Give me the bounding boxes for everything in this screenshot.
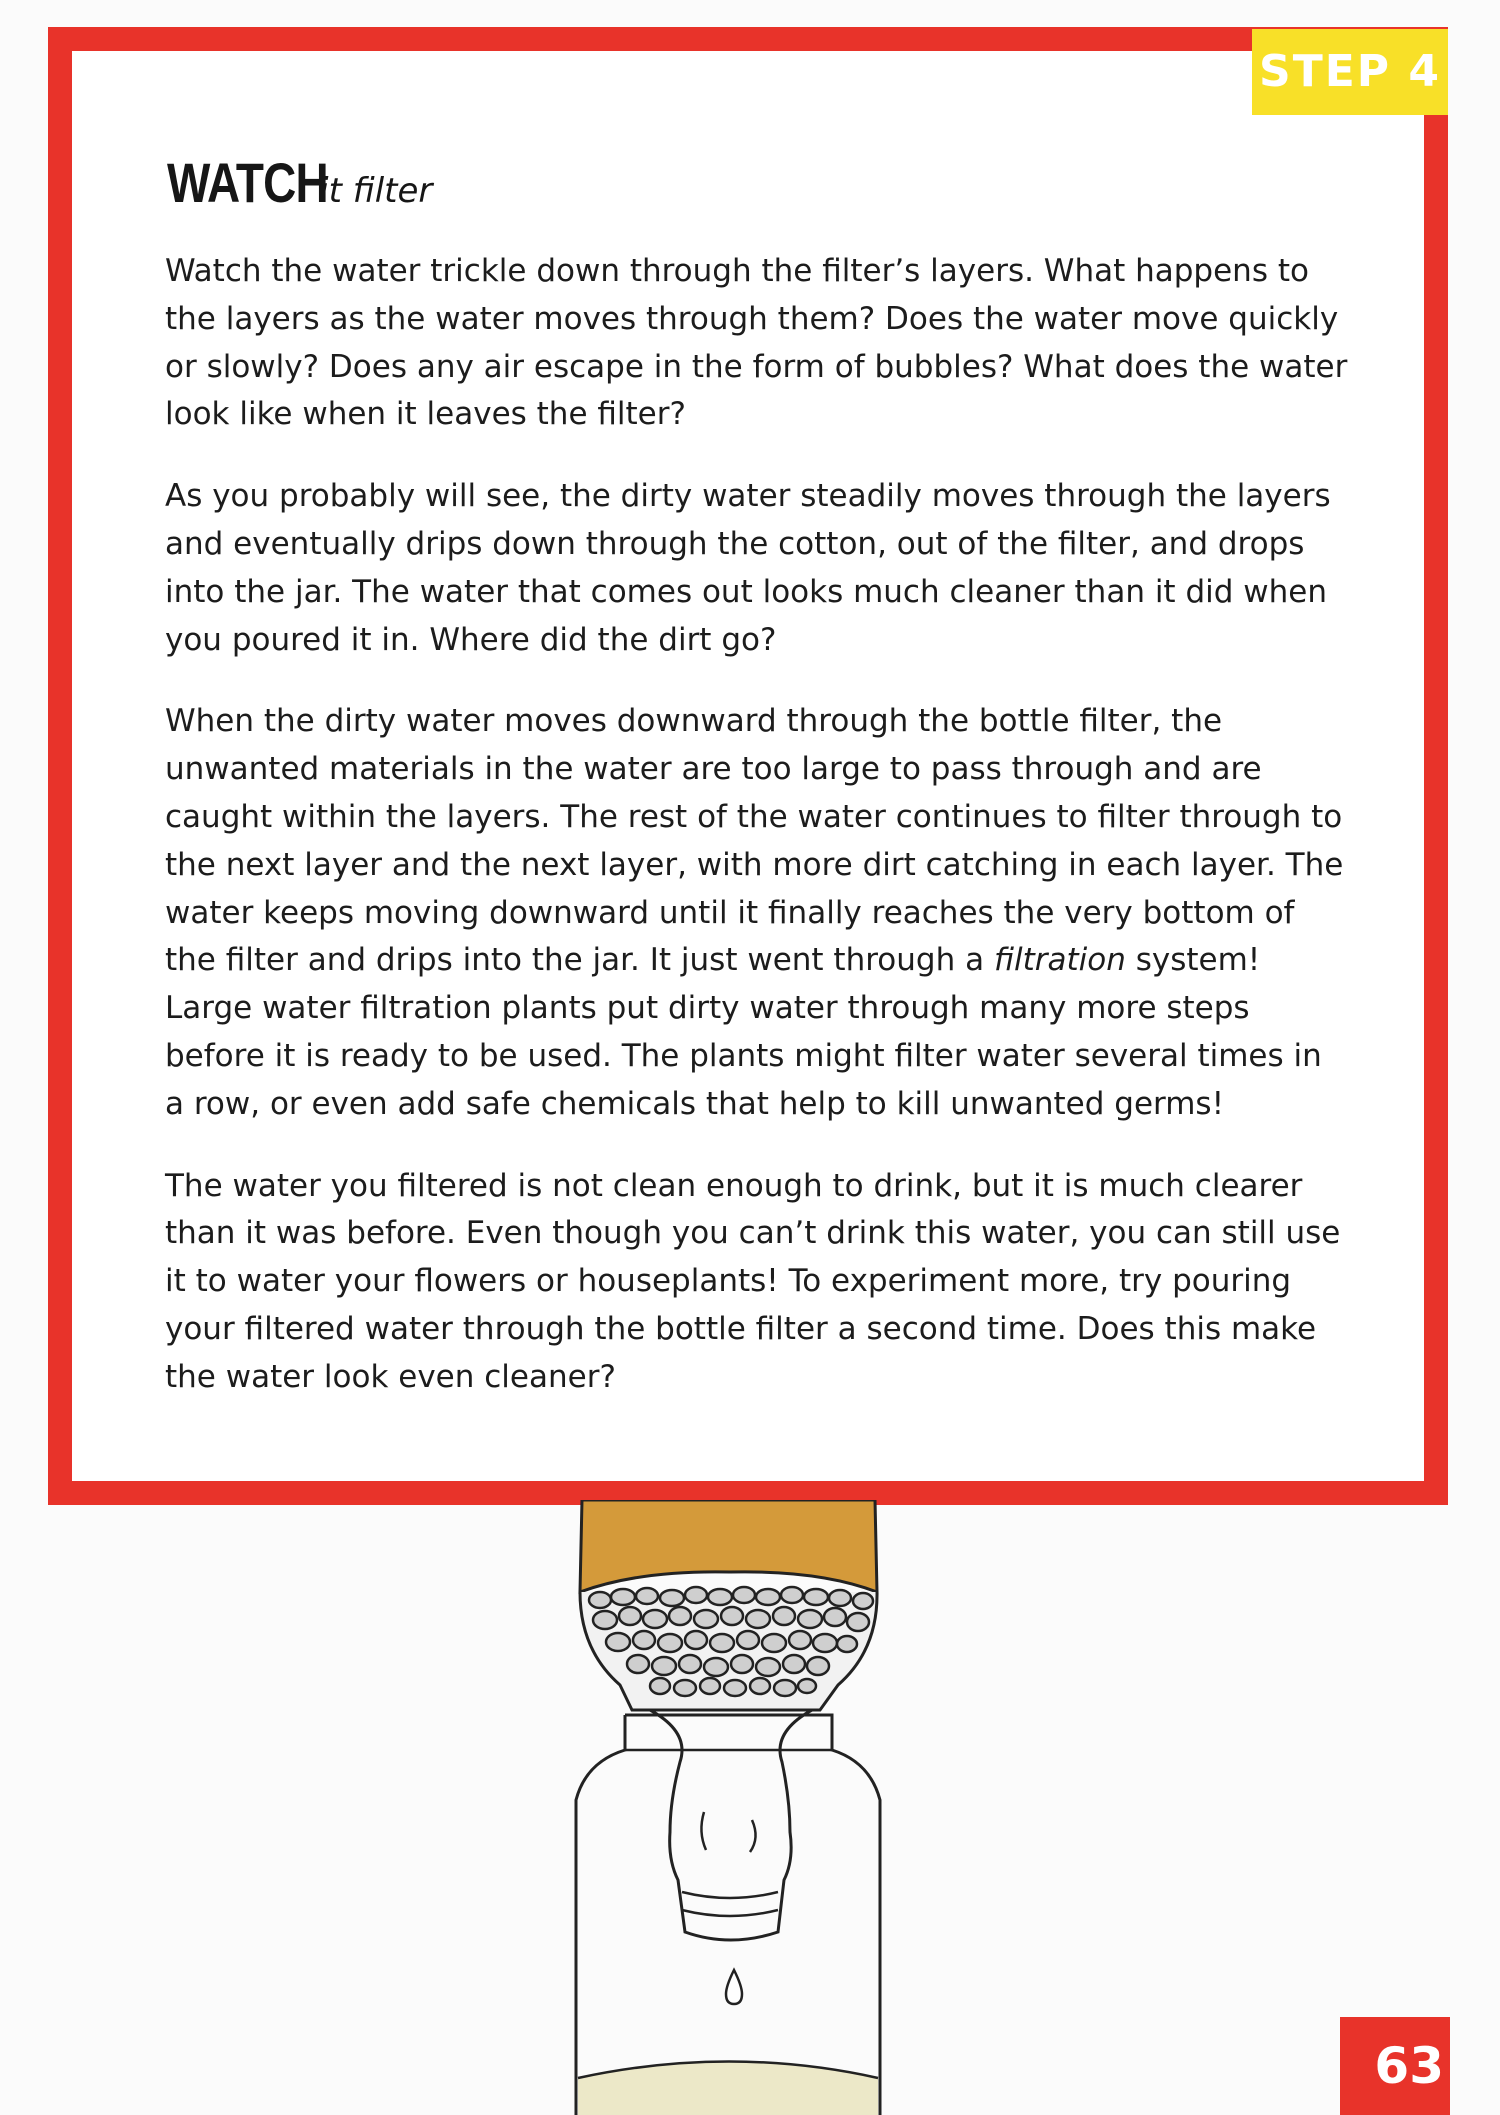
section-heading bbox=[167, 150, 432, 215]
paragraph-4: The water you filtered is not clean enough to drink, but it is much clearer than it was before. Even though you can’t drink this water, you can still use it to water your flowers or houseplants! To experiment more, try pouring your filtered water through the bottle filter a second time. Does this make the water look even cleaner? bbox=[165, 1167, 1341, 1395]
paragraph-3-part-2: system! Large water filtration plants put dirty water through many more steps before it is ready to be used. The plants might filter water several times in a row, or even add safe chemicals that help to kill unwanted germs! bbox=[165, 942, 1322, 1122]
page-number: 63 bbox=[1340, 2017, 1450, 2115]
paragraph-3-part-1: When the dirty water moves downward through the bottle filter, the unwanted materials in the water are too large to pass through and are caught within the layers. The rest of the water continues to filter through to the next layer and the next layer, with more dirt catching in each layer. The water keeps moving downward until it finally reaches the very bottom of the filter and drips into the jar. It just went through a bbox=[165, 703, 1344, 979]
paragraph-2: As you probably will see, the dirty water steadily moves through the layers and eventually drips down through the cotton, out of the filter, and drops into the jar. The water that comes out looks much cleaner than it did when you poured it in. Where did the dirt go? bbox=[165, 478, 1331, 658]
paragraph-1: Watch the water trickle down through the filter’s layers. What happens to the layers as the water moves through them? Does the water move quickly or slowly? Does any air escape in the form of bubbles? What does the water look like when it leaves the filter? bbox=[165, 253, 1348, 433]
paragraph-3 bbox=[165, 698, 1350, 1128]
heading-sub: it filter bbox=[319, 171, 433, 211]
step-badge: STEP 4 bbox=[1252, 29, 1448, 115]
bottle-neck bbox=[650, 1710, 812, 1940]
filtration-term: filtration bbox=[993, 942, 1126, 979]
water-drop bbox=[726, 1970, 742, 2004]
bottle-filter-illustration bbox=[520, 1500, 940, 2115]
sand-layer bbox=[580, 1500, 877, 1592]
body-text bbox=[165, 248, 1350, 1436]
heading-main: WATCH bbox=[167, 151, 328, 214]
